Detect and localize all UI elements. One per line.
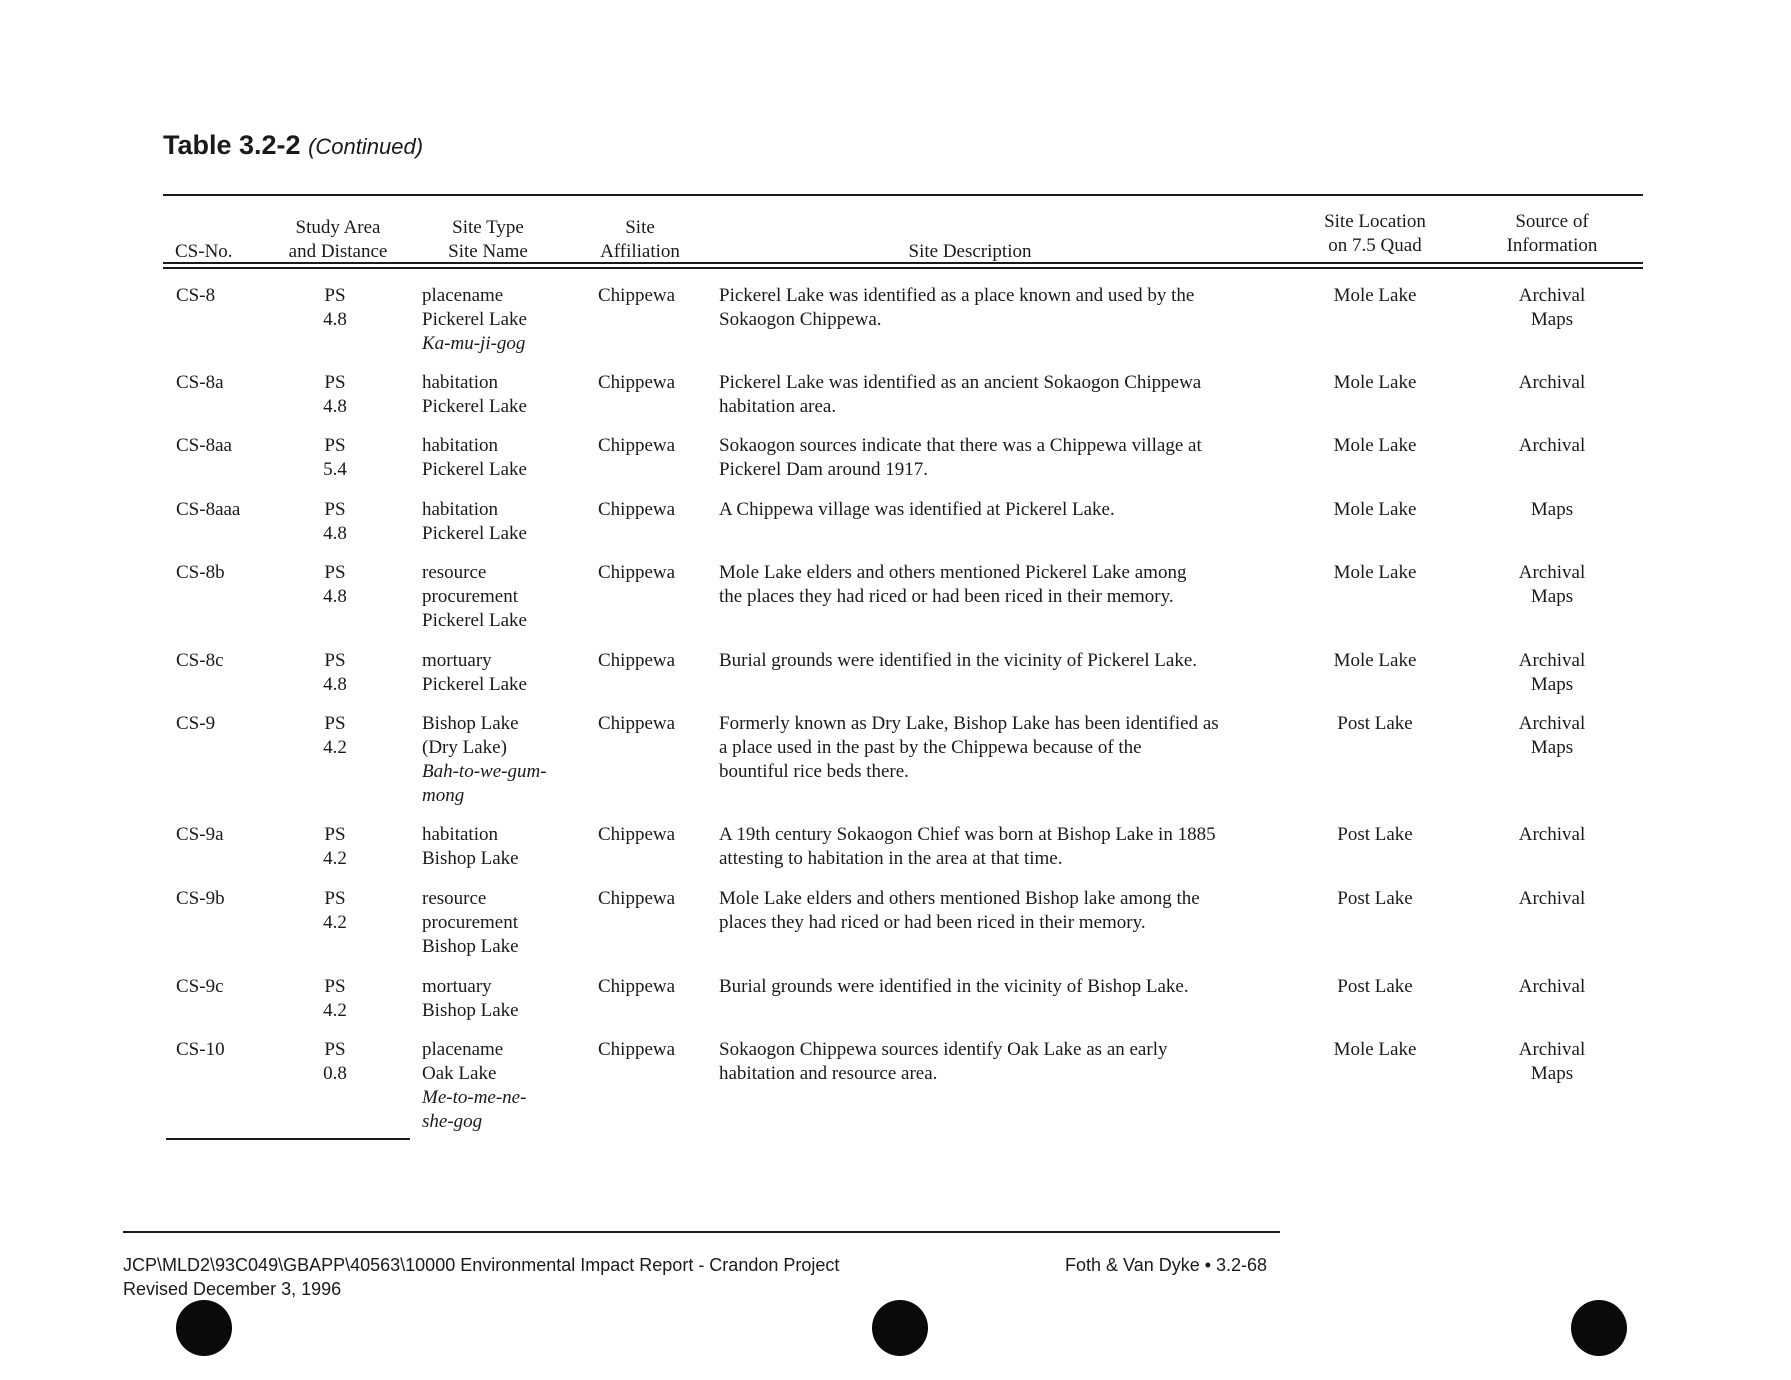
header-study-area: Study Area and Distance xyxy=(288,217,388,262)
site-type-name: mortuary Bishop Lake xyxy=(422,976,519,1021)
source-of-information: Archival Maps xyxy=(1518,285,1586,330)
binder-hole-left xyxy=(176,1300,232,1356)
study-area-distance: PS 4.2 xyxy=(323,713,347,758)
cs-number: CS-9c xyxy=(176,976,224,997)
site-affiliation: Chippewa xyxy=(598,1039,676,1060)
source-of-information: Archival xyxy=(1518,976,1586,997)
source-of-information: Maps xyxy=(1530,499,1574,520)
footer-path: JCP\MLD2\93C049\GBAPP\40563\10000 Environmental Impact Report - Crandon Project xyxy=(123,1255,840,1275)
site-type-name: placename Oak Lake Me-to-me-ne- she-gog xyxy=(422,1039,527,1132)
site-location: Mole Lake xyxy=(1333,372,1417,393)
site-type-name: habitation Pickerel Lake xyxy=(422,499,527,544)
site-type-name: habitation Pickerel Lake xyxy=(422,372,527,417)
table-continued: (Continued) xyxy=(308,134,424,159)
study-area-distance: PS 4.8 xyxy=(323,650,347,695)
footer-left xyxy=(123,1253,839,1301)
source-of-information: Archival xyxy=(1518,888,1586,909)
site-location: Post Lake xyxy=(1337,976,1413,997)
source-of-information: Archival xyxy=(1518,372,1586,393)
cs-number: CS-8b xyxy=(176,562,225,583)
site-description: Burial grounds were identified in the vicinity of Bishop Lake. xyxy=(719,976,1189,997)
top-rule xyxy=(163,194,1643,196)
header-location: Site Location on 7.5 Quad xyxy=(1324,211,1426,256)
study-area-distance: PS 0.8 xyxy=(323,1039,347,1084)
table-number: Table 3.2-2 xyxy=(163,130,301,160)
site-type-name: Bishop Lake (Dry Lake) Bah-to-we-gum- mong xyxy=(422,713,547,806)
table-title xyxy=(163,130,423,161)
site-type-name: habitation Bishop Lake xyxy=(422,824,519,869)
header-description: Site Description xyxy=(908,241,1032,262)
cs-number: CS-9a xyxy=(176,824,224,845)
site-location: Mole Lake xyxy=(1333,285,1417,306)
source-of-information: Archival xyxy=(1518,435,1586,456)
header-rule-lower xyxy=(163,267,1643,269)
site-type-name: resource procurement Bishop Lake xyxy=(422,888,519,957)
study-area-distance: PS 4.8 xyxy=(323,562,347,607)
site-type-name: resource procurement Pickerel Lake xyxy=(422,562,527,631)
site-location: Mole Lake xyxy=(1333,499,1417,520)
cs-number: CS-8aaa xyxy=(176,499,241,520)
site-location: Mole Lake xyxy=(1333,650,1417,671)
site-description: Mole Lake elders and others mentioned Pickerel Lake among the places they had riced or had been riced in their memory. xyxy=(719,562,1187,607)
site-description: Burial grounds were identified in the vicinity of Pickerel Lake. xyxy=(719,650,1198,671)
cs-number: CS-8a xyxy=(176,372,224,393)
site-location: Post Lake xyxy=(1337,888,1413,909)
site-affiliation: Chippewa xyxy=(598,435,676,456)
source-of-information: Archival Maps xyxy=(1518,562,1586,607)
site-location: Mole Lake xyxy=(1333,1039,1417,1060)
cs-number: CS-9 xyxy=(176,713,216,734)
site-location: Post Lake xyxy=(1337,713,1413,734)
cs-number: CS-8c xyxy=(176,650,224,671)
site-affiliation: Chippewa xyxy=(598,285,676,306)
site-affiliation: Chippewa xyxy=(598,372,676,393)
site-type-name: mortuary Pickerel Lake xyxy=(422,650,527,695)
header-source: Source of Information xyxy=(1506,211,1598,256)
site-affiliation: Chippewa xyxy=(598,824,676,845)
study-area-distance: PS 4.2 xyxy=(323,976,347,1021)
study-area-distance: PS 4.2 xyxy=(323,824,347,869)
site-affiliation: Chippewa xyxy=(598,499,676,520)
site-description: Sokaogon sources indicate that there was a Chippewa village at Pickerel Dam around 1917. xyxy=(719,435,1202,480)
study-area-distance: PS 4.8 xyxy=(323,285,347,330)
binder-hole-center xyxy=(872,1300,928,1356)
site-affiliation: Chippewa xyxy=(598,562,676,583)
binder-hole-right xyxy=(1571,1300,1627,1356)
footer-page: Foth & Van Dyke • 3.2-68 xyxy=(1065,1255,1268,1275)
site-description: Sokaogon Chippewa sources identify Oak Lake as an early habitation and resource area. xyxy=(719,1039,1168,1084)
site-affiliation: Chippewa xyxy=(598,976,676,997)
cs-number: CS-8aa xyxy=(176,435,232,456)
site-description: Pickerel Lake was identified as an ancient Sokaogon Chippewa habitation area. xyxy=(719,372,1202,417)
study-area-distance: PS 4.8 xyxy=(323,499,347,544)
site-location: Mole Lake xyxy=(1333,435,1417,456)
header-site-type: Site Type Site Name xyxy=(448,217,528,262)
cs-number: CS-10 xyxy=(176,1039,225,1060)
site-description: Pickerel Lake was identified as a place known and used by the Sokaogon Chippewa. xyxy=(719,285,1195,330)
source-of-information: Archival Maps xyxy=(1518,1039,1586,1084)
site-affiliation: Chippewa xyxy=(598,713,676,734)
site-type-name: placename Pickerel Lake Ka-mu-ji-gog xyxy=(422,285,527,354)
site-description: Mole Lake elders and others mentioned Bishop lake among the places they had riced or had been riced in their memory. xyxy=(719,888,1200,933)
site-affiliation: Chippewa xyxy=(598,650,676,671)
site-description: A Chippewa village was identified at Pickerel Lake. xyxy=(719,499,1115,520)
cs-number: CS-8 xyxy=(176,285,216,306)
cs-number: CS-9b xyxy=(176,888,225,909)
source-of-information: Archival Maps xyxy=(1518,713,1586,758)
site-type-name: habitation Pickerel Lake xyxy=(422,435,527,480)
study-area-distance: PS 5.4 xyxy=(323,435,347,480)
header-affiliation: Site Affiliation xyxy=(600,217,680,262)
study-area-distance: PS 4.8 xyxy=(323,372,347,417)
source-of-information: Archival xyxy=(1518,824,1586,845)
site-location: Post Lake xyxy=(1337,824,1413,845)
header-cs-no: CS-No. xyxy=(175,241,233,262)
site-description: A 19th century Sokaogon Chief was born at Bishop Lake in 1885 attesting to habitation in the area at that time. xyxy=(719,824,1216,869)
study-area-distance: PS 4.2 xyxy=(323,888,347,933)
footer-rule xyxy=(123,1231,1280,1233)
footer-revised: Revised December 3, 1996 xyxy=(123,1279,342,1299)
site-description: Formerly known as Dry Lake, Bishop Lake has been identified as a place used in the past by the Chippewa because of the bountiful rice beds there. xyxy=(719,713,1219,782)
bottom-rule xyxy=(166,1138,410,1140)
source-of-information: Archival Maps xyxy=(1518,650,1586,695)
site-affiliation: Chippewa xyxy=(598,888,676,909)
site-location: Mole Lake xyxy=(1333,562,1417,583)
